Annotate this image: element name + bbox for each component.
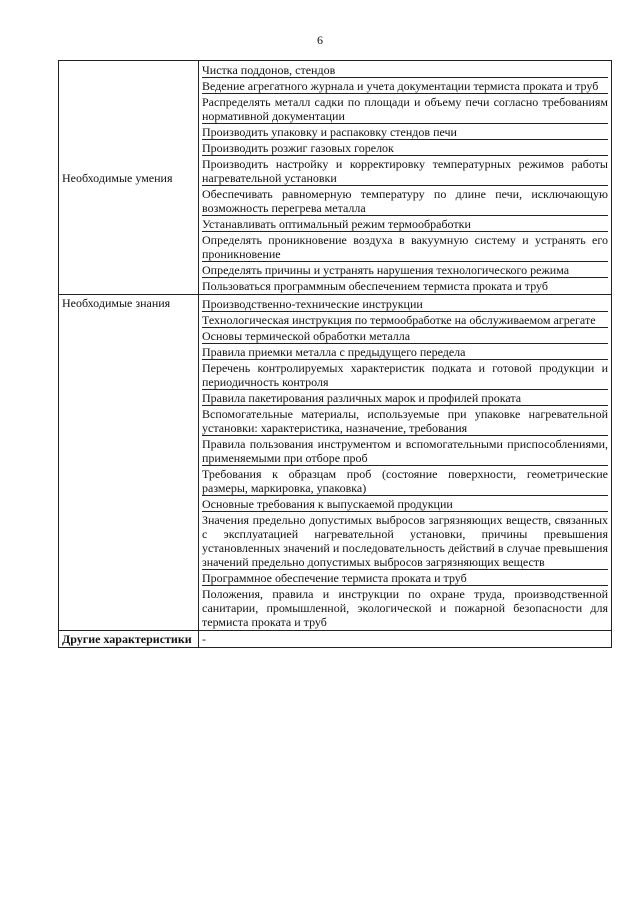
- qualification-table: [58, 60, 612, 648]
- knowledge-item: Требования к образцам проб (состояние поверхности, геометрические размеры, маркировка, упаковка): [202, 467, 608, 495]
- knowledge-row: [59, 295, 612, 631]
- knowledge-item: Перечень контролируемых характеристик подката и готовой продукции и периодичность контроля: [202, 361, 608, 389]
- page-number: 6: [317, 33, 323, 47]
- knowledge-item: Основы термической обработки металла: [202, 328, 608, 344]
- skill-item: Ведение агрегатного журнала и учета документации термиста проката и труб: [202, 78, 608, 94]
- skill-item: Чистка поддонов, стендов: [202, 62, 608, 78]
- other-row: [59, 631, 612, 648]
- knowledge-item: Основные требования к выпускаемой продукции: [202, 496, 608, 512]
- knowledge-item: Производственно-технические инструкции: [202, 296, 608, 312]
- knowledge-label: Необходимые знания: [59, 295, 199, 631]
- knowledge-list: [199, 295, 612, 631]
- skills-row: [59, 61, 612, 295]
- skills-label: Необходимые умения: [59, 61, 199, 295]
- skill-item: Производить упаковку и распаковку стендов печи: [202, 124, 608, 140]
- knowledge-item: Положения, правила и инструкции по охране труда, производственной санитарии, промышленной, экологической и пожарной безопасности для термиста проката и труб: [202, 587, 608, 629]
- skills-list: [199, 61, 612, 295]
- skill-item: Распределять металл садки по площади и объему печи согласно требованиям нормативной документации: [202, 95, 608, 123]
- other-value: -: [199, 631, 612, 648]
- skill-item: Определять проникновение воздуха в вакуумную систему и устранять его проникновение: [202, 233, 608, 261]
- other-label: Другие характеристики: [59, 631, 199, 648]
- skill-item: Обеспечивать равномерную температуру по длине печи, исключающую возможность перегрева металла: [202, 187, 608, 215]
- skill-item: Производить розжиг газовых горелок: [202, 140, 608, 156]
- knowledge-item: Программное обеспечение термиста проката и труб: [202, 570, 608, 586]
- knowledge-item: Технологическая инструкция по термообработке на обслуживаемом агрегате: [202, 312, 608, 328]
- skill-item: Определять причины и устранять нарушения технологического режима: [202, 262, 608, 278]
- skill-item: Пользоваться программным обеспечением термиста проката и труб: [202, 279, 548, 293]
- knowledge-item: Вспомогательные материалы, используемые при упаковке нагревательной установки: характеристика, назначение, требования: [202, 407, 608, 435]
- skill-item: Производить настройку и корректировку температурных режимов работы нагревательной установки: [202, 157, 608, 185]
- knowledge-item: Значения предельно допустимых выбросов загрязняющих веществ, связанных с эксплуатацией нагревательной установки, причины превышения установленных значений и последовательность действий в случае превышения значений предельно допустимых выбросов загрязняющих веществ: [202, 513, 608, 569]
- knowledge-item: Правила пользования инструментом и вспомогательными приспособлениями, применяемыми при отборе проб: [202, 437, 608, 465]
- knowledge-item: Правила приемки металла с предыдущего передела: [202, 344, 608, 360]
- skill-item: Устанавливать оптимальный режим термообработки: [202, 216, 608, 232]
- knowledge-item: Правила пакетирования различных марок и профилей проката: [202, 390, 608, 406]
